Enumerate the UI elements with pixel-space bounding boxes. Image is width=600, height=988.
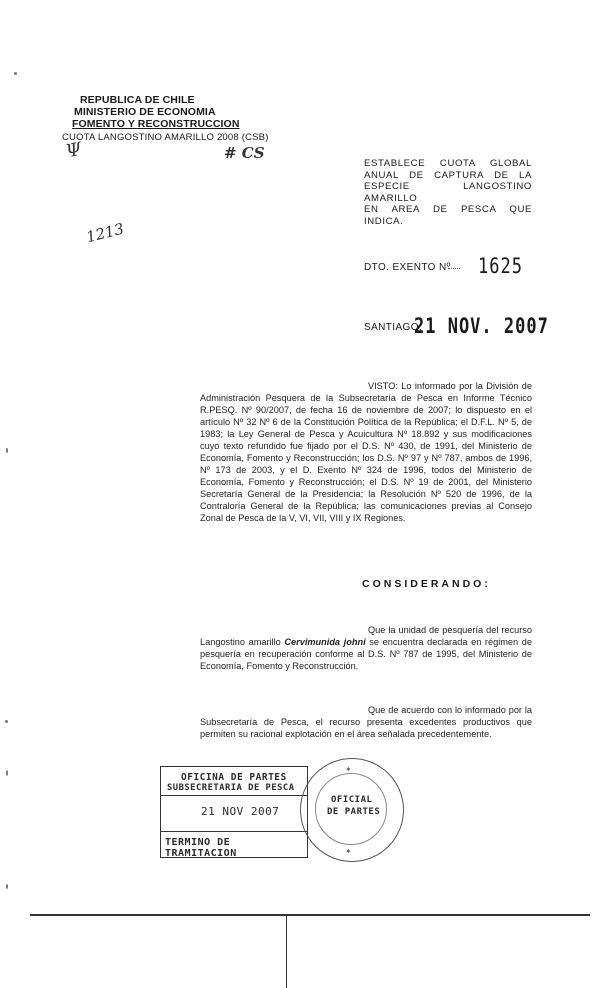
place-label: SANTIAGO, [364,322,423,333]
round-stamp [300,758,404,862]
visto-paragraph [200,380,532,524]
considerando-text: Que la unidad de pesquería del recurso Langostino amarillo [200,625,532,647]
office-stamp [160,766,308,858]
office-stamp-date: 21 NOV 2007 [201,805,280,818]
decree-title-line: ANUAL DE CAPTURA DE LA [364,169,532,181]
scan-speck [6,884,8,889]
office-stamp-divider [161,831,307,832]
decree-number: 1625 [478,254,523,279]
considerando-text: se encuentra declarada en régimen de pesquería en recuperación conforme al D.S. Nº 787 de 1995, del Ministerio de Economía, Fomento y Reconstrucción. [200,637,532,671]
letterhead-ministry-2: FOMENTO Y RECONSTRUCCION [72,118,240,130]
handwritten-initials-right: # CS [224,144,265,162]
decree-title [364,158,532,227]
decree-title-line: ESPECIE LANGOSTINO AMARILLO [364,181,532,204]
decree-title-line: EN AREA DE PESCA QUE INDICA. [364,204,532,227]
visto-text: VISTO: Lo informado por la División de Administración Pesquera de la Subsecretaría de Pesca en Informe Técnico R.PESQ. Nº 90/2007, de fecha 16 de noviembre de 2007; lo dispuesto en el artículo Nº 32 Nº 6 de la Constitución Política de la República; el D.F.L. Nº 5, de 1983; la Ley General de Pesca y Acuicultura Nº 18.892 y sus modificaciones cuyo texto refundido fue fijado por el D.S. Nº 430, de 1991, del Ministerio de Economía, Fomento y Reconstrucción; los D.S. Nº 97 y Nº 787, ambos de 1996, Nº 173 de 2003, y el D. Exento Nº 324 de 1996, todos del Ministerio de Economía, Fomento y Reconstrucción; el D.S. Nº 19 de 2001, del Ministerio Secretaría General de la Presidencia; la Resolución Nº 520 de 1996, de la Contraloría General de la República; las comunicaciones previas al Consejo Zonal de Pesca de la V, VI, VII, VIII y IX Regiones. [200,381,532,523]
page-bottom-vertical-rule [286,914,287,988]
handwritten-initials-left: Ψ [63,138,84,163]
considerando-item [200,624,532,672]
decree-number-label: DTO. EXENTO Nº [364,262,451,273]
considerando-heading: CONSIDERANDO: [362,578,491,590]
letterhead [72,94,240,130]
subject-reference: CUOTA LANGOSTINO AMARILLO 2008 (CSB) [62,132,269,143]
considerando-text: Que de acuerdo con lo informado por la Subsecretaría de Pesca, el recurso presenta excedentes productivos que permiten su racional explotación en el área señalada precedentemente. [200,705,532,739]
decree-title-line: ESTABLECE CUOTA GLOBAL [364,158,532,169]
decree-date: 21 NOV. 2007 [414,314,549,339]
considerando-item [200,704,532,740]
scan-speck [6,448,8,453]
species-name: Cervimunida johni [284,637,366,647]
office-stamp-footer: TERMINO DE TRAMITACION [165,837,237,859]
round-stamp-star-icon: ✦ [345,847,352,856]
decree-number-dots [448,268,460,269]
letterhead-country: REPUBLICA DE CHILE [80,94,195,106]
handwritten-margin-number: 1213 [84,219,126,247]
round-stamp-text: DE PARTES [327,807,381,817]
round-stamp-star-icon: ✦ [345,765,352,774]
scan-speck [14,72,17,75]
scan-speck [5,720,8,723]
round-stamp-text: OFICIAL [331,795,373,805]
scan-speck [6,770,8,776]
office-stamp-line: OFICINA DE PARTES [181,772,287,783]
page-bottom-rule [30,914,590,916]
office-stamp-divider [161,795,307,796]
office-stamp-line: SUBSECRETARIA DE PESCA [167,783,295,793]
letterhead-ministry: MINISTERIO DE ECONOMIA [74,106,216,118]
